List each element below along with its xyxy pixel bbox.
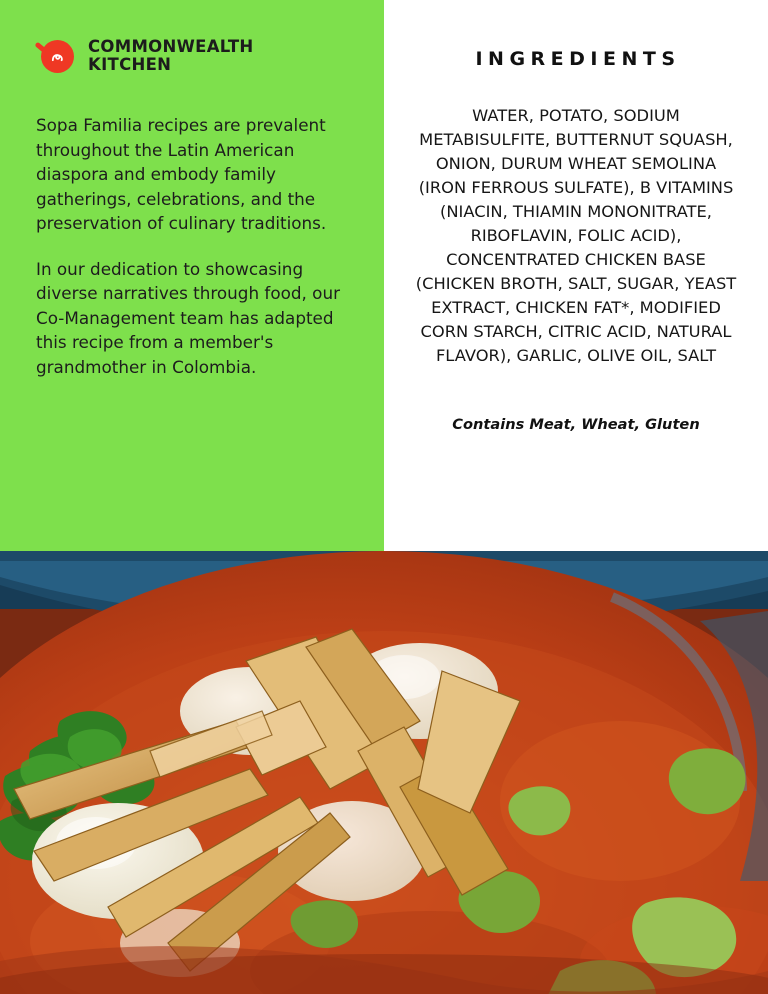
skillet-pan-icon: [38, 37, 76, 75]
brand-logo: [38, 34, 348, 75]
right-ingredients-panel: [384, 0, 768, 551]
brand-name-part2: WEALTH: [176, 37, 254, 56]
story-paragraph-1: Sopa Familia recipes are prevalent throughout the Latin American diaspora and embody family gatherings, celebrations, and the preservation of culinary traditions.: [36, 115, 327, 234]
story-paragraph-2: In our dedication to showcasing diverse narratives through food, our Co-Management team has adapted this recipe from a member's grandmother in Colombia.: [36, 258, 340, 377]
left-green-panel: [0, 0, 384, 551]
ingredients-list-text: WATER, POTATO, SODIUM METABISULFITE, BUTTERNUT SQUASH, ONION, DURUM WHEAT SEMOLINA (IRON FERROUS SULFATE), B VITAMINS (NIACIN, THIAMIN MONONITRATE, RIBOFLAVIN, FOLIC ACID), CONCENTRATED CHICKEN BASE (CHICKEN BROTH, SALT, SUGAR, YEAST EXTRACT, CHICKEN FAT*, MODIFIED CORN STARCH, CITRIC ACID, NATURAL FLAVOR), GARLIC, OLIVE OIL, SALT: [415, 106, 737, 366]
brand-name-part1: COMMON: [88, 37, 177, 56]
soup-photograph: [0, 551, 768, 994]
ingredients-heading: INGREDIENTS: [475, 48, 681, 70]
allergen-contains-statement: Contains Meat, Wheat, Gluten: [452, 416, 700, 434]
brand-name-line2: KITCHEN: [88, 55, 172, 75]
brand-wordmark: [88, 34, 254, 75]
story-text: [36, 113, 348, 379]
